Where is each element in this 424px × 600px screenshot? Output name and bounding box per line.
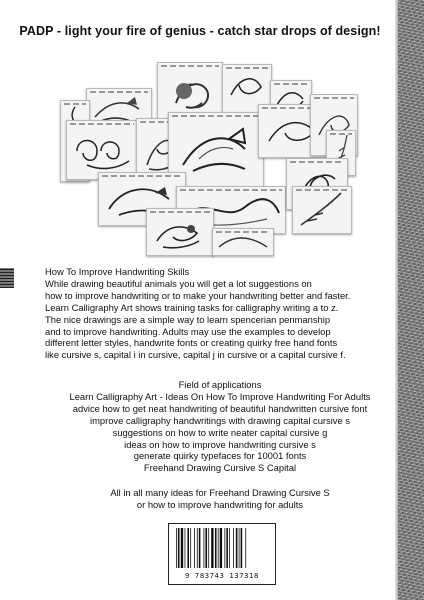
closing-block	[0, 487, 424, 511]
calligraphy-collage	[0, 0, 400, 260]
spiral-flourish-icon	[67, 121, 137, 179]
description-line: While drawing beautiful animals you will get a lot suggestions on	[45, 277, 312, 289]
applications-line: advice how to get neat handwriting of beautiful handwritten cursive font	[72, 402, 368, 414]
dragon-icon	[147, 209, 213, 255]
description-line: how to improve handwriting or to make your handwriting better and faster.	[45, 289, 351, 301]
applications-line: Learn Calligraphy Art - Ideas On How To Improve Handwriting For Adults	[69, 390, 371, 402]
flourish-icon	[213, 229, 273, 255]
applications-block	[0, 379, 424, 474]
applications-line: Freehand Drawing Cursive S Capital	[143, 462, 297, 474]
closing-line: or how to improve handwriting for adults	[136, 498, 304, 510]
description-line: different letter styles, handwrite fonts or creating quirky free hand fonts	[45, 337, 338, 349]
description-block	[45, 266, 397, 361]
applications-line: generate quirky typefaces for 10001 fonts	[133, 450, 307, 462]
quill-icon	[293, 187, 351, 233]
isbn-barcode	[168, 523, 276, 585]
closing-line: All in all many ideas for Freehand Drawing Cursive S	[110, 487, 330, 498]
barcode-icon	[175, 528, 267, 568]
binding-mark	[0, 268, 14, 288]
description-line: The nice drawings are a simple way to learn spencerian penmanship	[45, 313, 331, 325]
applications-line: ideas on how to improve handwriting cursive s	[124, 438, 316, 450]
collage-page-quill	[292, 186, 352, 234]
applications-line: improve calligraphy handwritings with drawing capital cursive s	[89, 414, 350, 426]
collage-page-flourish-f	[212, 228, 274, 256]
applications-heading: Field of applications	[178, 379, 262, 390]
tagline: PADP - light your fire of genius - catch star drops of design!	[19, 24, 381, 38]
lion-drawing-icon	[158, 63, 222, 119]
collage-page-spirals	[66, 120, 138, 180]
isbn-number: 9 783743 137318	[185, 571, 259, 580]
description-line: Learn Calligraphy Art shows training tasks for calligraphy writing a to z.	[45, 301, 339, 313]
description-line: and to improve handwriting. Adults may use the examples to develop	[45, 325, 331, 337]
applications-line: suggestions on how to write neater capital cursive g	[112, 426, 328, 438]
collage-page-dragon	[146, 208, 214, 256]
description-line: like cursive s, capital i in cursive, capital j in cursive or a capital cursive f.	[45, 349, 346, 361]
description-heading: How To Improve Handwriting Skills	[45, 266, 190, 277]
